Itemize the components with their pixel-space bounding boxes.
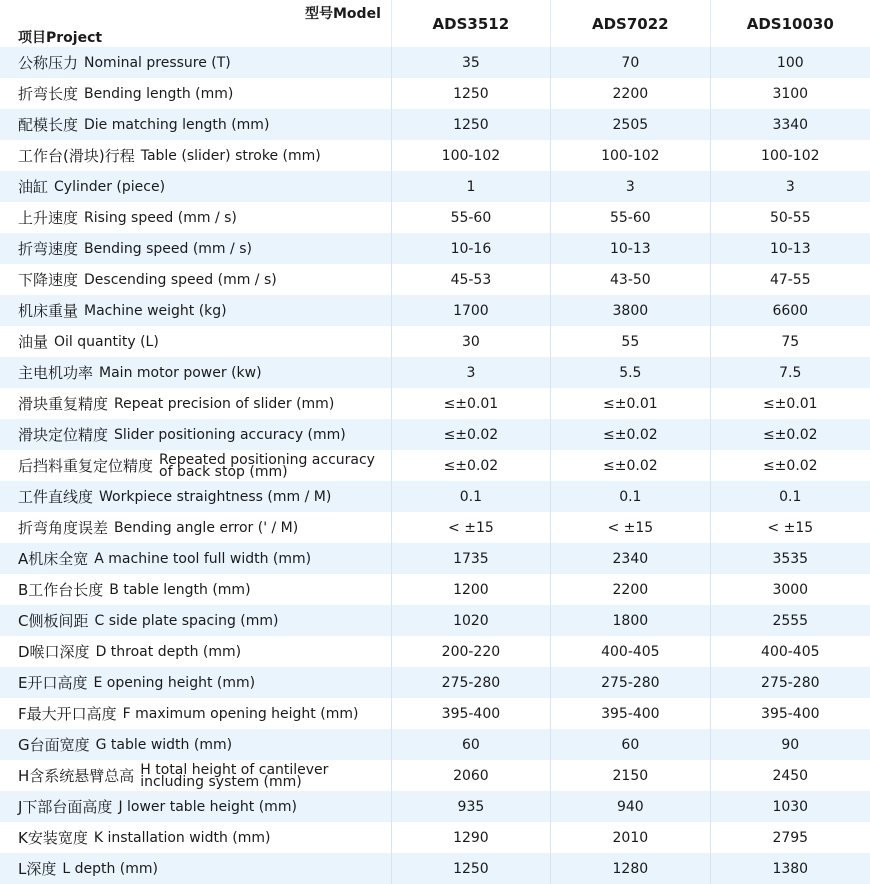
row-label (0, 109, 392, 140)
value-cell: 1380 (772, 860, 809, 877)
value-cell: 2200 (551, 574, 710, 605)
value-cell: 2340 (551, 543, 710, 574)
value-cell: < ±15 (767, 519, 814, 536)
value-cell: 47-55 (769, 271, 811, 288)
value-cell: 3100 (772, 85, 809, 102)
table-row (0, 481, 870, 512)
label-english: Rising speed (mm / s) (84, 209, 237, 226)
table-row (0, 357, 870, 388)
table-row (0, 543, 870, 574)
model-column-header: ADS3512 (392, 0, 551, 47)
value-cell: 2555 (772, 612, 809, 629)
label-chinese: 折弯速度 (18, 240, 79, 258)
label-english: H total height of cantilever including system (mm) (140, 761, 329, 790)
value-cell: 275-280 (551, 667, 710, 698)
table-row (0, 388, 870, 419)
table-row (0, 202, 870, 233)
row-label (0, 202, 392, 233)
value-cell: 100 (776, 54, 804, 71)
value-cell: 70 (551, 47, 710, 78)
label-chinese: B工作台长度 (18, 581, 104, 599)
label-chinese: 机床重量 (18, 302, 79, 320)
table-row (0, 295, 870, 326)
value-cell: 400-405 (551, 636, 710, 667)
value-cell: 1735 (392, 543, 551, 574)
value-cell: < ±15 (551, 512, 710, 543)
value-cell: 75 (781, 333, 800, 350)
row-label (0, 419, 392, 450)
value-cell: 55-60 (392, 202, 551, 233)
value-cell: 2795 (772, 829, 809, 846)
value-cell: 1290 (392, 822, 551, 853)
model-column-header: ADS10030 (746, 14, 834, 33)
value-cell: 935 (392, 791, 551, 822)
value-cell: ≤±0.01 (392, 388, 551, 419)
table-row (0, 140, 870, 171)
model-label: 型号Model (305, 6, 381, 22)
table-row (0, 698, 870, 729)
label-chinese: 滑块重复精度 (18, 395, 109, 413)
row-label (0, 357, 392, 388)
label-chinese: 工作台(滑块)行程 (18, 147, 135, 165)
value-cell: 3340 (772, 116, 809, 133)
value-cell: 3 (785, 178, 795, 195)
table-row (0, 791, 870, 822)
value-cell: ≤±0.02 (762, 457, 818, 474)
table-row (0, 47, 870, 78)
row-label (0, 729, 392, 760)
row-label (0, 140, 392, 171)
row-label (0, 295, 392, 326)
label-chinese: H含系统悬臂总高 (18, 767, 135, 785)
value-cell: 2200 (551, 78, 710, 109)
value-cell: 5.5 (551, 357, 710, 388)
row-label (0, 233, 392, 264)
value-cell: 35 (392, 47, 551, 78)
row-label (0, 171, 392, 202)
value-cell: 2060 (392, 760, 551, 791)
row-label (0, 388, 392, 419)
value-cell: 10-13 (551, 233, 710, 264)
value-cell: 940 (551, 791, 710, 822)
table-row (0, 171, 870, 202)
value-cell: 90 (781, 736, 800, 753)
value-cell: 1020 (392, 605, 551, 636)
label-chinese: 下降速度 (18, 271, 79, 289)
table-row (0, 109, 870, 140)
value-cell: 400-405 (761, 643, 820, 660)
row-label (0, 264, 392, 295)
row-label (0, 605, 392, 636)
label-english: B table length (mm) (109, 581, 251, 598)
label-chinese: 工件直线度 (18, 488, 94, 506)
label-english: Repeat precision of slider (mm) (114, 395, 335, 412)
row-label (0, 450, 392, 481)
value-cell: ≤±0.02 (551, 450, 710, 481)
value-cell: 275-280 (761, 674, 820, 691)
value-cell: < ±15 (392, 512, 551, 543)
value-cell: 100-102 (551, 140, 710, 171)
row-label (0, 791, 392, 822)
label-chinese: G台面宽度 (18, 736, 90, 754)
label-chinese: 后挡料重复定位精度 (18, 457, 154, 475)
label-english: L depth (mm) (62, 860, 159, 877)
value-cell: 55 (551, 326, 710, 357)
project-label: 项目Project (18, 30, 103, 46)
row-label (0, 78, 392, 109)
value-cell: 1250 (392, 853, 551, 884)
row-label (0, 543, 392, 574)
value-cell: 43-50 (551, 264, 710, 295)
label-english: G table width (mm) (95, 736, 233, 753)
value-cell: 200-220 (392, 636, 551, 667)
value-cell: 10-13 (769, 240, 811, 257)
header-project-cell (0, 0, 392, 47)
value-cell: 1250 (392, 109, 551, 140)
value-cell: 3800 (551, 295, 710, 326)
label-english: F maximum opening height (mm) (122, 705, 359, 722)
table-header (0, 0, 870, 47)
label-english: J lower table height (mm) (118, 798, 297, 815)
value-cell: 3535 (772, 550, 809, 567)
label-english: C side plate spacing (mm) (94, 612, 279, 629)
value-cell: 10-16 (392, 233, 551, 264)
value-cell: 50-55 (769, 209, 811, 226)
label-chinese: C侧板间距 (18, 612, 89, 630)
label-english: Bending length (mm) (84, 85, 234, 102)
row-label (0, 47, 392, 78)
label-chinese: 折弯角度误差 (18, 519, 109, 537)
table-row (0, 233, 870, 264)
label-english: Repeated positioning accuracy of back stop (mm) (159, 451, 375, 480)
value-cell: 6600 (772, 302, 809, 319)
label-chinese: D喉口深度 (18, 643, 90, 661)
value-cell: ≤±0.02 (392, 450, 551, 481)
value-cell: ≤±0.02 (762, 426, 818, 443)
label-english: A machine tool full width (mm) (94, 550, 312, 567)
value-cell: 3000 (772, 581, 809, 598)
table-row (0, 326, 870, 357)
row-label (0, 822, 392, 853)
label-english: Workpiece straightness (mm / M) (99, 488, 332, 505)
label-english: Descending speed (mm / s) (84, 271, 277, 288)
label-english: Bending angle error (' / M) (114, 519, 299, 536)
label-english: Main motor power (kw) (99, 364, 262, 381)
label-chinese: E开口高度 (18, 674, 88, 692)
value-cell: 1 (392, 171, 551, 202)
table-row (0, 574, 870, 605)
label-english: K installation width (mm) (93, 829, 271, 846)
label-chinese: 配模长度 (18, 116, 79, 134)
row-label (0, 760, 392, 791)
label-chinese: 油缸 (18, 178, 49, 196)
label-chinese: 油量 (18, 333, 49, 351)
table-row (0, 512, 870, 543)
label-chinese: J下部台面高度 (18, 798, 113, 816)
value-cell: 395-400 (551, 698, 710, 729)
row-label (0, 636, 392, 667)
value-cell: 1700 (392, 295, 551, 326)
value-cell: 55-60 (551, 202, 710, 233)
value-cell: 60 (551, 729, 710, 760)
table-row (0, 419, 870, 450)
label-chinese: 公称压力 (18, 54, 79, 72)
label-english: E opening height (mm) (93, 674, 256, 691)
label-english: Table (slider) stroke (mm) (140, 147, 321, 164)
value-cell: ≤±0.01 (762, 395, 818, 412)
table-row (0, 78, 870, 109)
label-english: Slider positioning accuracy (mm) (114, 426, 346, 443)
model-column-header: ADS7022 (551, 0, 710, 47)
label-chinese: 上升速度 (18, 209, 79, 227)
value-cell: 0.1 (392, 481, 551, 512)
row-label (0, 512, 392, 543)
value-cell: 1250 (392, 78, 551, 109)
label-chinese: 折弯长度 (18, 85, 79, 103)
value-cell: 45-53 (392, 264, 551, 295)
value-cell: 2450 (772, 767, 809, 784)
value-cell: 100-102 (761, 147, 820, 164)
value-cell: 0.1 (779, 488, 802, 505)
label-chinese: 主电机功率 (18, 364, 94, 382)
table-row (0, 853, 870, 884)
label-chinese: K安装宽度 (18, 829, 88, 847)
value-cell: 0.1 (551, 481, 710, 512)
value-cell: 60 (392, 729, 551, 760)
row-label (0, 698, 392, 729)
table-row (0, 264, 870, 295)
value-cell: 100-102 (392, 140, 551, 171)
table-row (0, 450, 870, 481)
value-cell: 30 (392, 326, 551, 357)
value-cell: 1030 (772, 798, 809, 815)
label-chinese: 滑块定位精度 (18, 426, 109, 444)
row-label (0, 481, 392, 512)
value-cell: ≤±0.01 (551, 388, 710, 419)
value-cell: 1800 (551, 605, 710, 636)
value-cell: ≤±0.02 (392, 419, 551, 450)
value-cell: 275-280 (392, 667, 551, 698)
label-english: Machine weight (kg) (84, 302, 227, 319)
table-body (0, 47, 870, 884)
label-english: Cylinder (piece) (54, 178, 166, 195)
value-cell: 3 (392, 357, 551, 388)
value-cell: 395-400 (392, 698, 551, 729)
value-cell: 3 (551, 171, 710, 202)
table-row (0, 760, 870, 791)
label-english: Die matching length (mm) (84, 116, 270, 133)
label-english: Nominal pressure (T) (84, 54, 231, 71)
label-english: Oil quantity (L) (54, 333, 159, 350)
value-cell: 2150 (551, 760, 710, 791)
label-chinese: L深度 (18, 860, 57, 878)
table-row (0, 729, 870, 760)
table-row (0, 822, 870, 853)
label-chinese: A机床全宽 (18, 550, 89, 568)
table-row (0, 605, 870, 636)
value-cell: 1280 (551, 853, 710, 884)
value-cell: 2505 (551, 109, 710, 140)
row-label (0, 853, 392, 884)
row-label (0, 667, 392, 698)
value-cell: 395-400 (761, 705, 820, 722)
row-label (0, 326, 392, 357)
row-label (0, 574, 392, 605)
value-cell: 2010 (551, 822, 710, 853)
table-row (0, 667, 870, 698)
value-cell: 1200 (392, 574, 551, 605)
value-cell: 7.5 (779, 364, 802, 381)
label-english: D throat depth (mm) (95, 643, 242, 660)
table-row (0, 636, 870, 667)
value-cell: ≤±0.02 (551, 419, 710, 450)
label-english: Bending speed (mm / s) (84, 240, 252, 257)
label-chinese: F最大开口高度 (18, 705, 117, 723)
